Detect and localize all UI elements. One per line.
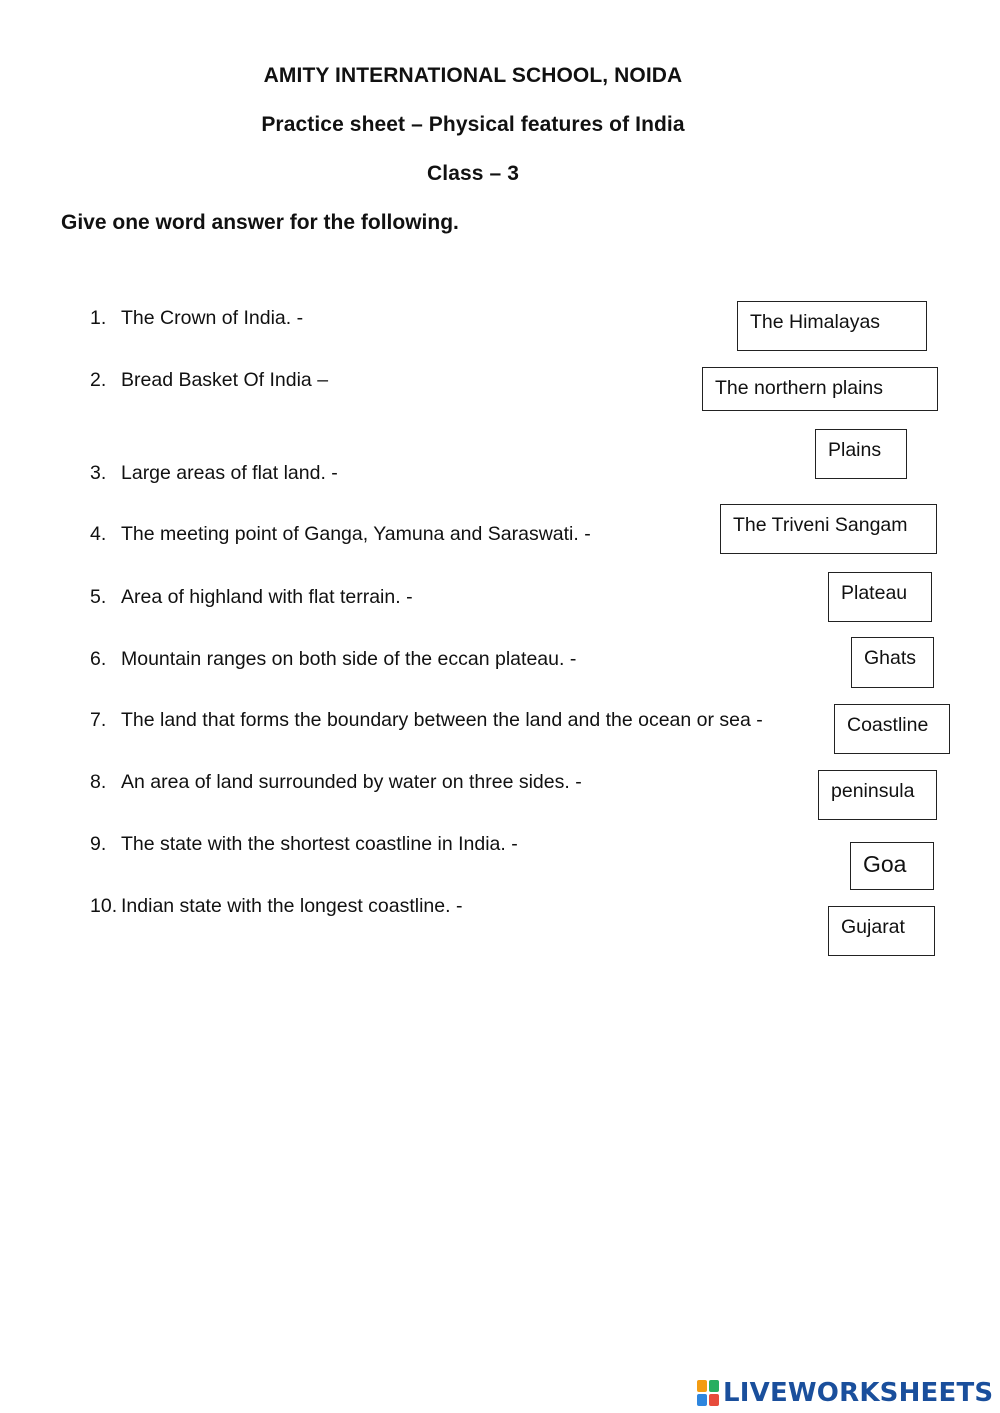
question-7 bbox=[90, 709, 763, 732]
school-name: AMITY INTERNATIONAL SCHOOL, NOIDA bbox=[263, 64, 683, 87]
question-number: 6. bbox=[90, 648, 107, 670]
question-6 bbox=[90, 648, 576, 671]
question-number: 8. bbox=[90, 771, 107, 793]
question-text: Bread Basket Of India – bbox=[121, 369, 329, 391]
question-text: Indian state with the longest coastline. - bbox=[121, 895, 463, 917]
question-4 bbox=[90, 523, 591, 546]
question-number: 7. bbox=[90, 709, 107, 731]
question-10 bbox=[90, 895, 462, 918]
question-text: Large areas of flat land. - bbox=[121, 462, 338, 484]
answer-box-4[interactable]: The Triveni Sangam bbox=[720, 504, 937, 554]
question-2 bbox=[90, 369, 328, 392]
question-number: 4. bbox=[90, 523, 107, 545]
brand-text: LIVEWORKSHEETS bbox=[723, 1378, 994, 1408]
answer-box-8[interactable]: peninsula bbox=[818, 770, 937, 820]
question-text: An area of land surrounded by water on three sides. - bbox=[121, 771, 582, 793]
question-number: 9. bbox=[90, 833, 107, 855]
answer-box-9[interactable]: Goa bbox=[850, 842, 934, 890]
question-number: 2. bbox=[90, 369, 107, 391]
answer-box-5[interactable]: Plateau bbox=[828, 572, 932, 622]
question-text: The land that forms the boundary between the land and the ocean or sea - bbox=[121, 709, 763, 731]
class-label: Class – 3 bbox=[427, 162, 519, 185]
answer-box-7[interactable]: Coastline bbox=[834, 704, 950, 754]
logo-square-icon bbox=[709, 1380, 719, 1392]
question-text: The Crown of India. - bbox=[121, 307, 304, 329]
answer-box-2[interactable]: The northern plains bbox=[702, 367, 938, 411]
answer-box-10[interactable]: Gujarat bbox=[828, 906, 935, 956]
question-3 bbox=[90, 462, 338, 485]
liveworksheets-logo-icon bbox=[697, 1380, 719, 1406]
question-text: The state with the shortest coastline in India. - bbox=[121, 833, 518, 855]
logo-square-icon bbox=[697, 1394, 707, 1406]
answer-box-3[interactable]: Plains bbox=[815, 429, 907, 479]
question-text: Mountain ranges on both side of the eccan plateau. - bbox=[121, 648, 577, 670]
question-number: 5. bbox=[90, 586, 107, 608]
logo-square-icon bbox=[697, 1380, 707, 1392]
question-9 bbox=[90, 833, 518, 856]
question-text: The meeting point of Ganga, Yamuna and Saraswati. - bbox=[121, 523, 591, 545]
logo-square-icon bbox=[709, 1394, 719, 1406]
sheet-title: Practice sheet – Physical features of India bbox=[261, 113, 685, 136]
question-number: 10. bbox=[90, 895, 118, 917]
question-8 bbox=[90, 771, 582, 794]
question-5 bbox=[90, 586, 413, 609]
instruction-text: Give one word answer for the following. bbox=[61, 211, 459, 234]
answer-box-6[interactable]: Ghats bbox=[851, 637, 934, 688]
question-text: Area of highland with flat terrain. - bbox=[121, 586, 413, 608]
liveworksheets-brand[interactable] bbox=[697, 1375, 993, 1411]
question-number: 3. bbox=[90, 462, 107, 484]
question-number: 1. bbox=[90, 307, 107, 329]
question-1 bbox=[90, 307, 303, 330]
answer-box-1[interactable]: The Himalayas bbox=[737, 301, 927, 351]
